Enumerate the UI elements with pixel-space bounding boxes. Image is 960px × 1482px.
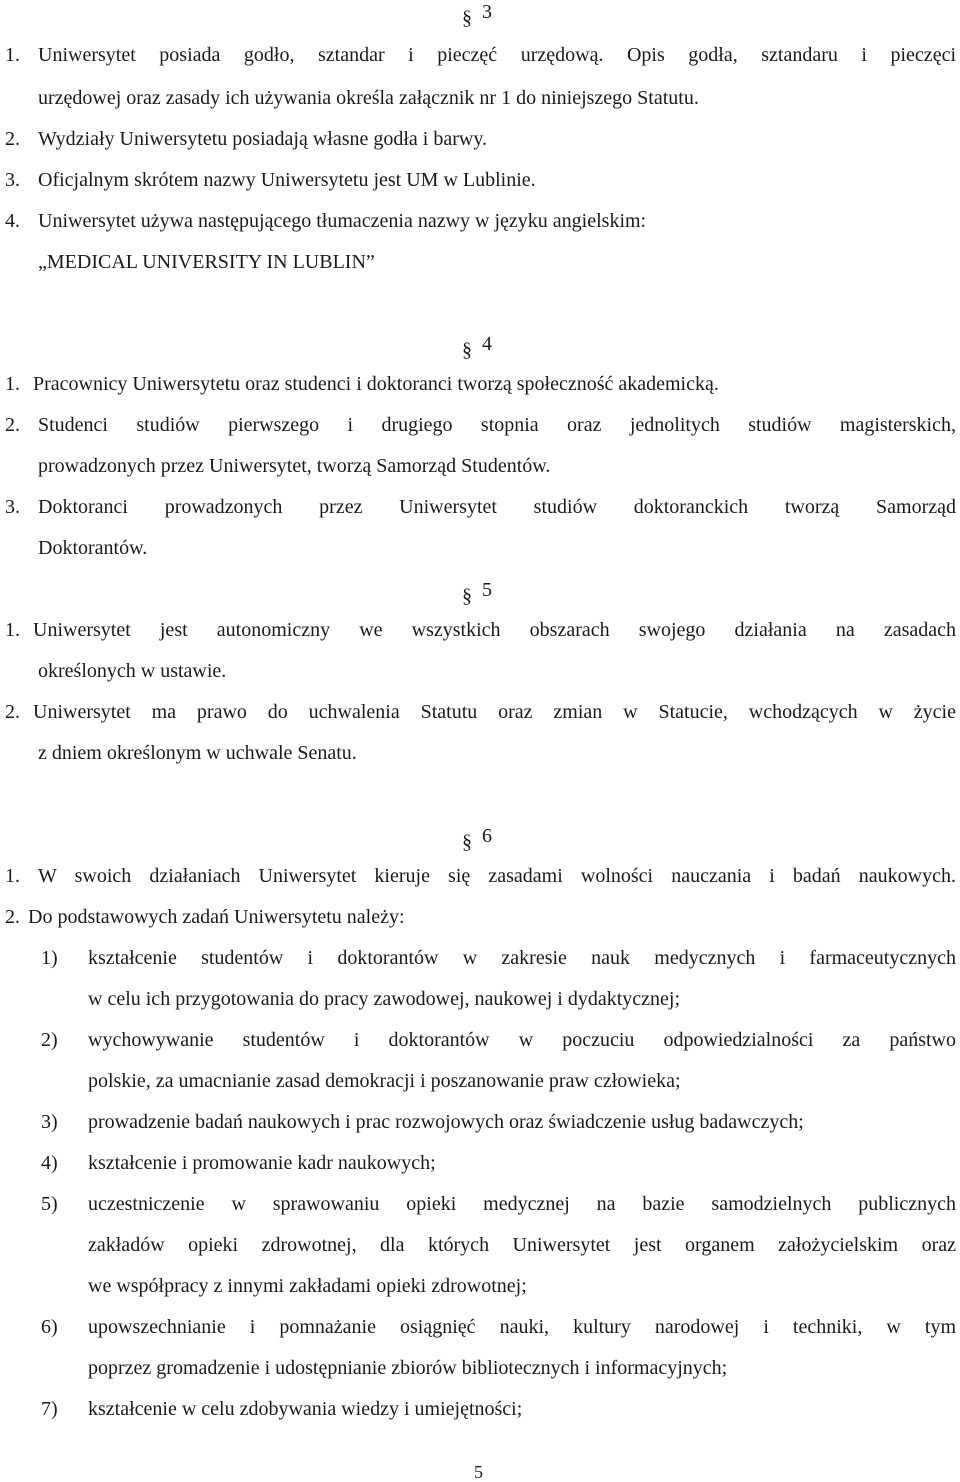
list-marker: 2. [5, 906, 20, 928]
task-marker: 2) [41, 1029, 58, 1051]
section-symbol: § [462, 831, 472, 853]
task-line: kształcenie i promowanie kadr naukowych; [88, 1152, 436, 1174]
paragraph-line: Doktoranci prowadzonych przez Uniwersytet studiów doktoranckich tworzą Samorząd [38, 496, 956, 518]
task-line: uczestniczenie w sprawowaniu opieki medycznej na bazie samodzielnych publicznych [88, 1193, 956, 1215]
task-marker: 6) [41, 1316, 58, 1338]
task-line: w celu ich przygotowania do pracy zawodowej, naukowej i dydaktycznej; [88, 988, 681, 1010]
section-number: 6 [482, 825, 492, 847]
task-line: kształcenie studentów i doktorantów w zakresie nauk medycznych i farmaceutycznych [88, 947, 956, 969]
section-number: 3 [482, 1, 492, 23]
section-symbol: § [462, 7, 472, 29]
list-marker: 1. [5, 865, 20, 887]
paragraph-line: Pracownicy Uniwersytetu oraz studenci i doktoranci tworzą społeczność akademicką. [33, 373, 719, 395]
paragraph-line: Uniwersytet używa następującego tłumaczenia nazwy w języku angielskim: [38, 210, 647, 232]
paragraph-line: W swoich działaniach Uniwersytet kieruje się zasadami wolności nauczania i badań naukowych. [38, 865, 956, 887]
task-line: prowadzenie badań naukowych i prac rozwojowych oraz świadczenie usług badawczych; [88, 1111, 804, 1133]
task-marker: 7) [41, 1398, 58, 1420]
page-number: 5 [474, 1462, 483, 1482]
list-marker: 2. [5, 414, 20, 436]
paragraph-line: Oficjalnym skrótem nazwy Uniwersytetu jest UM w Lublinie. [38, 169, 536, 191]
section-symbol: § [462, 339, 472, 361]
list-marker: 3. [5, 496, 20, 518]
list-marker: 4. [5, 210, 20, 232]
task-marker: 1) [41, 947, 58, 969]
paragraph-line: Doktorantów. [38, 537, 148, 559]
task-line: kształcenie w celu zdobywania wiedzy i umiejętności; [88, 1398, 523, 1420]
section-number: 5 [482, 579, 492, 601]
task-line: wychowywanie studentów i doktorantów w poczuciu odpowiedzialności za państwo [88, 1029, 956, 1051]
paragraph-line: urzędowej oraz zasady ich używania określa załącznik nr 1 do niniejszego Statutu. [38, 87, 699, 109]
paragraph-line: Studenci studiów pierwszego i drugiego stopnia oraz jednolitych studiów magisterskich, [38, 414, 956, 436]
section-symbol: § [462, 585, 472, 607]
paragraph-line: Uniwersytet posiada godło, sztandar i pieczęć urzędową. Opis godła, sztandaru i pieczęci [38, 44, 956, 66]
paragraph-line: Wydziały Uniwersytetu posiadają własne godła i barwy. [38, 128, 488, 150]
list-marker: 2. [5, 701, 20, 723]
paragraph-line: „MEDICAL UNIVERSITY IN LUBLIN” [38, 251, 375, 273]
paragraph-line: z dniem określonym w uchwale Senatu. [38, 742, 357, 764]
task-marker: 4) [41, 1152, 58, 1174]
paragraph-line: określonych w ustawie. [38, 660, 227, 682]
list-marker: 2. [5, 128, 20, 150]
task-line: poprzez gromadzenie i udostępnianie zbiorów bibliotecznych i informacyjnych; [88, 1357, 728, 1379]
task-line: upowszechnianie i pomnażanie osiągnięć nauki, kultury narodowej i techniki, w tym [88, 1316, 956, 1338]
task-line: polskie, za umacnianie zasad demokracji i poszanowanie praw człowieka; [88, 1070, 681, 1092]
task-line: we współpracy z innymi zakładami opieki zdrowotnej; [88, 1275, 527, 1297]
task-marker: 3) [41, 1111, 58, 1133]
paragraph-line: prowadzonych przez Uniwersytet, tworzą Samorząd Studentów. [38, 455, 551, 477]
paragraph-line: Uniwersytet jest autonomiczny we wszystkich obszarach swojego działania na zasadach [33, 619, 956, 641]
list-marker: 1. [5, 373, 20, 395]
section-number: 4 [482, 333, 492, 355]
list-marker: 1. [5, 619, 20, 641]
task-line: zakładów opieki zdrowotnej, dla których Uniwersytet jest organem założycielskim oraz [88, 1234, 956, 1256]
list-marker: 1. [5, 44, 20, 66]
list-marker: 3. [5, 169, 20, 191]
paragraph-line: Do podstawowych zadań Uniwersytetu należy: [28, 906, 405, 928]
paragraph-line: Uniwersytet ma prawo do uchwalenia Statutu oraz zmian w Statucie, wchodzących w życie [33, 701, 956, 723]
task-marker: 5) [41, 1193, 58, 1215]
